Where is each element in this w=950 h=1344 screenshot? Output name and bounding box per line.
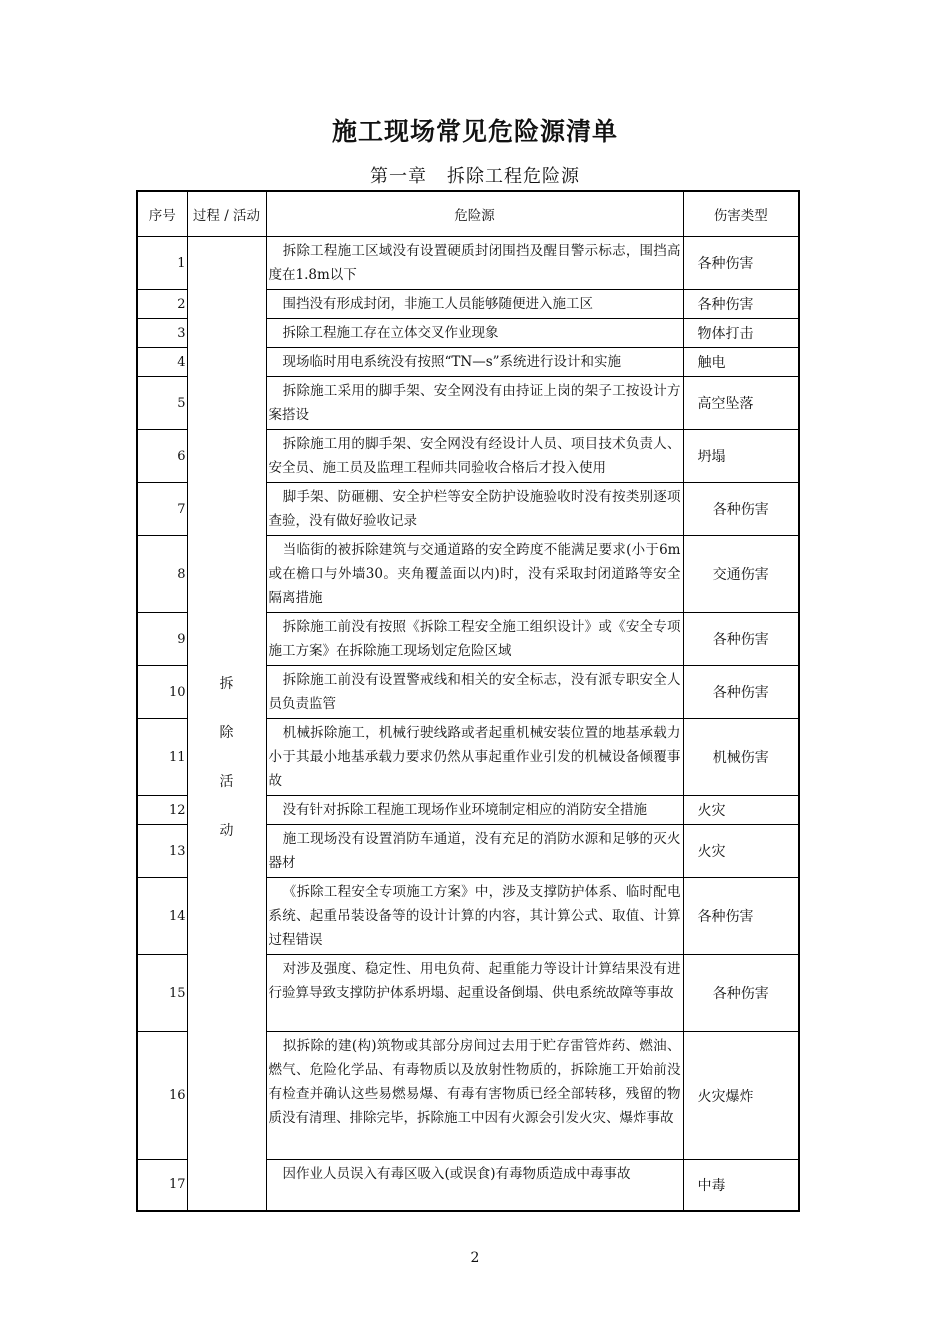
hazard-cell	[266, 719, 683, 796]
header-harm: 伤害类型	[683, 191, 799, 237]
hazard-cell	[266, 290, 683, 319]
row-index: 6	[137, 430, 187, 483]
harm-type: 中毒	[683, 1160, 799, 1211]
row-index: 4	[137, 348, 187, 377]
hazard-text: 拆除施工用的脚手架、安全网没有经设计人员、项目技术负责人、安全员、施工员及监理工程师共同验收合格后才投入使用	[268, 436, 681, 476]
hazard-table	[136, 190, 800, 1212]
row-index: 5	[137, 377, 187, 430]
harm-type: 高空坠落	[683, 377, 799, 430]
chapter-heading	[0, 162, 950, 188]
hazard-cell	[266, 348, 683, 377]
process-char: 动	[219, 823, 234, 840]
harm-type: 触电	[683, 348, 799, 377]
table-header-row	[137, 191, 799, 237]
hazard-cell	[266, 878, 683, 955]
hazard-cell	[266, 825, 683, 878]
hazard-cell	[266, 955, 683, 1032]
hazard-cell	[266, 666, 683, 719]
table-row	[137, 237, 799, 290]
row-index: 3	[137, 319, 187, 348]
header-process: 过程 / 活动	[187, 191, 266, 237]
hazard-cell	[266, 1160, 683, 1211]
row-index: 17	[137, 1160, 187, 1211]
hazard-text: 脚手架、防砸棚、安全护栏等安全防护设施验收时没有按类别逐项查验，没有做好验收记录	[268, 489, 681, 529]
row-index: 1	[137, 237, 187, 290]
hazard-text: 现场临时用电系统没有按照“TN—s”系统进行设计和实施	[282, 354, 622, 370]
harm-type: 各种伤害	[683, 613, 799, 666]
row-index: 2	[137, 290, 187, 319]
row-index: 8	[137, 536, 187, 613]
hazard-cell	[266, 483, 683, 536]
row-index: 15	[137, 955, 187, 1032]
harm-type: 交通伤害	[683, 536, 799, 613]
hazard-cell	[266, 377, 683, 430]
harm-type: 各种伤害	[683, 878, 799, 955]
hazard-text: 对涉及强度、稳定性、用电负荷、起重能力等设计计算结果没有进行验算导致支撑防护体系坍塌、起重设备倒塌、供电系统故障等事故	[268, 961, 681, 1001]
harm-type: 火灾	[683, 796, 799, 825]
page-title: 施工现场常见危险源清单	[331, 117, 618, 146]
harm-type: 各种伤害	[683, 483, 799, 536]
hazard-text: 因作业人员误入有毒区吸入(或误食)有毒物质造成中毒事故	[282, 1166, 631, 1182]
hazard-cell	[266, 319, 683, 348]
hazard-cell	[266, 536, 683, 613]
hazard-text: 没有针对拆除工程施工现场作业环境制定相应的消防安全措施	[282, 802, 647, 818]
hazard-text: 施工现场没有设置消防车通道，没有充足的消防水源和足够的灭火器材	[268, 831, 681, 871]
harm-type: 机械伤害	[683, 719, 799, 796]
process-char: 除	[219, 725, 234, 742]
hazard-text: 拟拆除的建(构)筑物或其部分房间过去用于贮存雷管炸药、燃油、燃气、危险化学品、有毒物质以及放射性物质的，拆除施工开始前没有检查并确认这些易燃易爆、有毒有害物质已经全部转移，残留的物质没有清理、排除完毕，拆除施工中因有火源会引发火灾、爆炸事故	[268, 1038, 681, 1126]
row-index: 16	[137, 1032, 187, 1160]
row-index: 7	[137, 483, 187, 536]
hazard-text: 拆除工程施工存在立体交叉作业现象	[282, 325, 499, 341]
hazard-cell	[266, 613, 683, 666]
hazard-text: 机械拆除施工，机械行驶线路或者起重机械安装位置的地基承载力小于其最小地基承载力要求仍然从事起重作业引发的机械设备倾覆事故	[268, 725, 681, 789]
chapter-number: 第一章	[370, 166, 427, 187]
page-number: 2	[470, 1250, 480, 1266]
chapter-name: 拆除工程危险源	[447, 166, 580, 187]
row-index: 11	[137, 719, 187, 796]
hazard-cell	[266, 796, 683, 825]
row-index: 10	[137, 666, 187, 719]
header-hazard: 危险源	[266, 191, 683, 237]
harm-type: 物体打击	[683, 319, 799, 348]
hazard-text: 《拆除工程安全专项施工方案》中，涉及支撑防护体系、临时配电系统、起重吊装设备等的设计计算的内容，其计算公式、取值、计算过程错误	[268, 884, 681, 948]
hazard-text: 拆除施工前没有按照《拆除工程安全施工组织设计》或《安全专项施工方案》在拆除施工现场划定危险区域	[268, 619, 681, 659]
harm-type: 各种伤害	[683, 237, 799, 290]
hazard-text: 拆除施工采用的脚手架、安全网没有由持证上岗的架子工按设计方案搭设	[268, 383, 681, 423]
row-index: 9	[137, 613, 187, 666]
hazard-cell	[266, 237, 683, 290]
header-index: 序号	[137, 191, 187, 237]
hazard-cell	[266, 430, 683, 483]
process-char: 活	[219, 774, 234, 791]
row-index: 14	[137, 878, 187, 955]
hazard-text: 围挡没有形成封闭，非施工人员能够随便进入施工区	[282, 296, 593, 312]
process-char: 拆	[219, 676, 234, 693]
harm-type: 各种伤害	[683, 666, 799, 719]
harm-type: 火灾	[683, 825, 799, 878]
process-cell	[187, 237, 266, 1211]
row-index: 12	[137, 796, 187, 825]
harm-type: 各种伤害	[683, 955, 799, 1032]
harm-type: 各种伤害	[683, 290, 799, 319]
hazard-text: 当临街的被拆除建筑与交通道路的安全跨度不能满足要求(小于6m或在檐口与外墙30。夹角覆盖面以内)时，没有采取封闭道路等安全隔离措施	[268, 542, 681, 606]
row-index: 13	[137, 825, 187, 878]
harm-type: 火灾爆炸	[683, 1032, 799, 1160]
hazard-text: 拆除工程施工区域没有设置硬质封闭围挡及醒目警示标志，围挡高度在1.8m以下	[268, 243, 681, 283]
hazard-cell	[266, 1032, 683, 1160]
harm-type: 坍塌	[683, 430, 799, 483]
hazard-text: 拆除施工前没有设置警戒线和相关的安全标志，没有派专职安全人员负责监管	[268, 672, 681, 712]
